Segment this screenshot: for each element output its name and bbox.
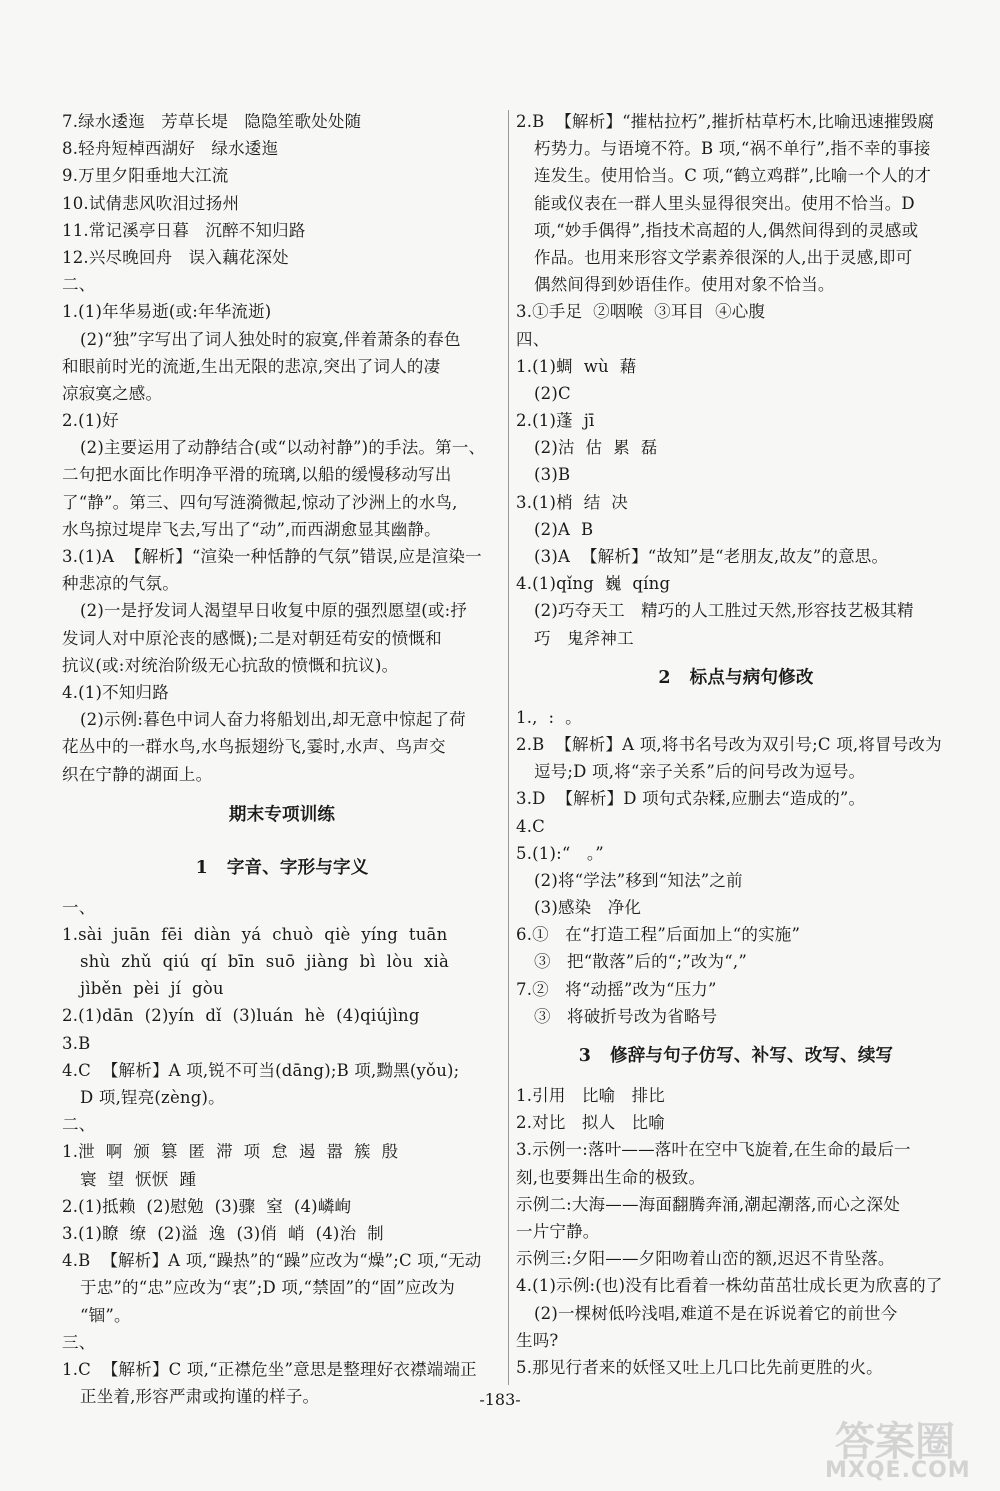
answer-line: 和眼前时光的流逝,生出无限的悲凉,突出了词人的凄 xyxy=(62,356,441,376)
section-heading: 期末专项训练 xyxy=(228,804,336,825)
answer-line: (2)一是抒发词人渴望早日收复中原的强烈愿望(或:抒 xyxy=(80,601,468,621)
answer-line: 2.对比 拟人 比喻 xyxy=(516,1113,666,1133)
answer-line: 发词人对中原沦丧的感慨);二是对朝廷苟安的愤慨和 xyxy=(62,628,442,648)
answer-line: 10.试倩悲风吹泪过扬州 xyxy=(62,193,240,213)
answer-line: 二、 xyxy=(62,1115,96,1135)
answer-line: (3)A 【解析】“故知”是“老朋友,故友”的意思。 xyxy=(534,547,889,566)
answer-line: 2.(1)抵赖 (2)慰勉 (3)骤 窒 (4)嶙峋 xyxy=(62,1196,352,1216)
answer-line: 3.(1)A 【解析】“渲染一种恬静的气氛”错误,应是渲染一 xyxy=(62,547,482,566)
answer-line: 二句把水面比作明净平滑的琉璃,以船的缓慢移动写出 xyxy=(62,465,452,485)
answer-line: 3.(1)瞭 缭 (2)溢 逸 (3)俏 峭 (4)治 制 xyxy=(62,1223,384,1243)
answer-line: 二、 xyxy=(62,275,96,295)
section-heading: 3 修辞与句子仿写、补写、改写、续写 xyxy=(578,1046,894,1066)
answer-line: 2.(1)dān (2)yín dǐ (3)luán hè (4)qiújìng xyxy=(62,1006,420,1026)
answer-line: (2)“独”字写出了词人独处时的寂寞,伴着萧条的春色 xyxy=(80,329,461,349)
answer-line: 示例三:夕阳——夕阳吻着山峦的额,迟迟不肯坠落。 xyxy=(516,1249,895,1269)
answer-line: 一、 xyxy=(62,897,96,917)
answer-line: 1.(1)年华易逝(或:年华流逝) xyxy=(62,302,272,322)
page-number: -183- xyxy=(479,1390,521,1409)
answer-line: 3.①手足 ②咽喉 ③耳目 ④心腹 xyxy=(516,302,766,322)
answer-line: shù zhǔ qiú qí bīn suō jiàng bì lòu xià xyxy=(80,952,449,972)
answer-line: (2)C xyxy=(534,383,571,403)
answer-line: 7.绿水逶迤 芳草长堤 隐隐笙歌处处随 xyxy=(62,112,362,131)
answer-line: (2)A B xyxy=(534,519,594,539)
answer-line: 水鸟掠过堤岸飞去,写出了“动”,而西湖愈显其幽静。 xyxy=(62,519,441,539)
answer-line: 能或仪表在一群人里头显得很突出。使用不恰当。D xyxy=(534,193,915,213)
answer-line: 1.引用 比喻 排比 xyxy=(516,1086,666,1105)
right-column xyxy=(516,108,956,1381)
answer-line: 巧 鬼斧神工 xyxy=(534,628,634,648)
answer-line: 4.C 【解析】A 项,锐不可当(dāng);B 项,黝黑(yǒu); xyxy=(62,1060,460,1080)
section-heading: 1 字音、字形与字义 xyxy=(195,857,369,878)
column-divider xyxy=(508,110,509,1385)
answer-line: jìběn pèi jí gòu xyxy=(80,979,224,999)
answer-line: 5.(1):“ 。” xyxy=(516,843,604,863)
answer-line: (3)B xyxy=(534,465,571,485)
answer-line: 12.兴尽晚回舟 误入藕花深处 xyxy=(62,247,289,267)
section-heading: 2 标点与病句修改 xyxy=(658,667,814,688)
answer-line: ③ 将破折号改为省略号 xyxy=(534,1006,718,1026)
answer-line: 生吗? xyxy=(516,1330,559,1350)
answer-line: 1.泄 啊 颁 篡 匿 滞 项 怠 遏 嚣 簇 殷 xyxy=(62,1142,399,1162)
answer-line: 朽势力。与语境不符。B 项,“祸不单行”,指不幸的事接 xyxy=(534,139,931,159)
answer-line: 刻,也要舞出生命的极致。 xyxy=(516,1167,706,1187)
answer-line: 寰 望 恹恹 踵 xyxy=(80,1169,197,1189)
answer-line: 凉寂寞之感。 xyxy=(62,383,163,403)
answer-line: 了“静”。第三、四句写涟漪微起,惊动了沙洲上的水鸟, xyxy=(62,492,458,512)
answer-line: 2.(1)好 xyxy=(62,411,119,431)
answer-line: 8.轻舟短棹西湖好 绿水逶迤 xyxy=(62,139,279,159)
answer-line: 正坐着,形容严肃或拘谨的样子。 xyxy=(80,1387,320,1407)
answer-line: 作品。也用来形容文学素养很深的人,出于灵感,即可 xyxy=(534,247,913,267)
answer-line: 2.B 【解析】“摧枯拉朽”,摧折枯草朽木,比喻迅速摧毁腐 xyxy=(516,112,935,131)
answer-line: 9.万里夕阳垂地大江流 xyxy=(62,166,229,186)
answer-line: (2)巧夺天工 精巧的人工胜过天然,形容技艺极其精 xyxy=(534,601,914,621)
answer-line: 7.② 将“动摇”改为“压力” xyxy=(516,979,717,999)
answer-line: 4.C xyxy=(516,816,545,836)
watermark-url: MXQE.COM xyxy=(825,1458,971,1483)
answer-line: 示例二:大海——海面翻腾奔涌,潮起潮落,而心之深处 xyxy=(516,1194,901,1214)
answer-line: 4.B 【解析】A 项,“躁热”的“躁”应改为“燥”;C 项,“无动 xyxy=(62,1251,482,1271)
answer-line: 1., : 。 xyxy=(516,707,582,727)
answer-line: 四、 xyxy=(516,329,550,349)
answer-line: 项,“妙手偶得”,指技术高超的人,偶然间得到的灵感或 xyxy=(534,220,919,240)
answer-line: 三、 xyxy=(62,1332,96,1352)
answer-line: D 项,锃亮(zèng)。 xyxy=(80,1088,225,1107)
answer-line: 6.① 在“打造工程”后面加上“的实施” xyxy=(516,925,801,945)
answer-line: 1.(1)蜩 wù 藉 xyxy=(516,356,637,376)
left-column xyxy=(62,108,502,1410)
answer-line: 织在宁静的湖面上。 xyxy=(62,764,213,784)
answer-line: 1.C 【解析】C 项,“正襟危坐”意思是整理好衣襟端端正 xyxy=(62,1359,477,1379)
answer-line: (2)一棵树低吟浅唱,难道不是在诉说着它的前世今 xyxy=(534,1303,898,1323)
answer-line: 3.D 【解析】D 项句式杂糅,应删去“造成的”。 xyxy=(516,789,866,809)
answer-line: ③ 把“散落”后的“;”改为“,” xyxy=(534,952,747,972)
answer-line: (2)沽 估 累 磊 xyxy=(534,438,658,458)
answer-line: 2.B 【解析】A 项,将书名号改为双引号;C 项,将冒号改为 xyxy=(516,734,942,754)
answer-line: 3.B xyxy=(62,1033,91,1053)
answer-line: 花丛中的一群水鸟,水鸟振翅纷飞,霎时,水声、鸟声交 xyxy=(62,737,446,757)
answer-line: 4.(1)示例:(也)没有比看着一株幼苗茁壮成长更为欣喜的了 xyxy=(516,1276,943,1296)
watermark-logo: 答案圈 xyxy=(835,1419,955,1465)
answer-line: 1.sài juān fēi diàn yá chuò qiè yíng tuān xyxy=(62,924,448,944)
answer-line: 一片宁静。 xyxy=(516,1221,600,1241)
answer-line: 连发生。使用恰当。C 项,“鹤立鸡群”,比喻一个人的才 xyxy=(534,166,932,186)
answer-line: (2)将“学法”移到“知法”之前 xyxy=(534,870,743,890)
answer-line: 偶然间得到妙语佳作。使用对象不恰当。 xyxy=(534,275,835,295)
answer-line: 于忠”的“忠”应改为“衷”;D 项,“禁固”的“固”应改为 xyxy=(80,1278,455,1298)
answer-line: 4.(1)不知归路 xyxy=(62,682,169,702)
answer-line: 4.(1)qǐng 巍 qíng xyxy=(516,574,671,594)
answer-line: 3.(1)梢 结 决 xyxy=(516,492,628,512)
answer-line: 种悲凉的气氛。 xyxy=(62,574,179,594)
answer-line: 11.常记溪亭日暮 沉醉不知归路 xyxy=(62,220,306,240)
answer-line: “锢”。 xyxy=(80,1305,131,1325)
answer-line: (2)示例:暮色中词人奋力将船划出,却无意中惊起了荷 xyxy=(80,710,466,730)
answer-line: 逗号;D 项,将“亲子关系”后的问号改为逗号。 xyxy=(534,762,866,782)
answer-line: (3)感染 净化 xyxy=(534,898,642,918)
answer-line: 5.那见行者来的妖怪又吐上几口比先前更胜的火。 xyxy=(516,1357,883,1377)
answer-line: 3.示例一:落叶——落叶在空中飞旋着,在生命的最后一 xyxy=(516,1140,911,1160)
answer-line: (2)主要运用了动静结合(或“以动衬静”)的手法。第一、 xyxy=(80,438,486,458)
answer-line: 2.(1)蓬 jī xyxy=(516,411,595,431)
answer-line: 抗议(或:对统治阶级无心抗敌的愤慨和抗议)。 xyxy=(62,655,399,675)
